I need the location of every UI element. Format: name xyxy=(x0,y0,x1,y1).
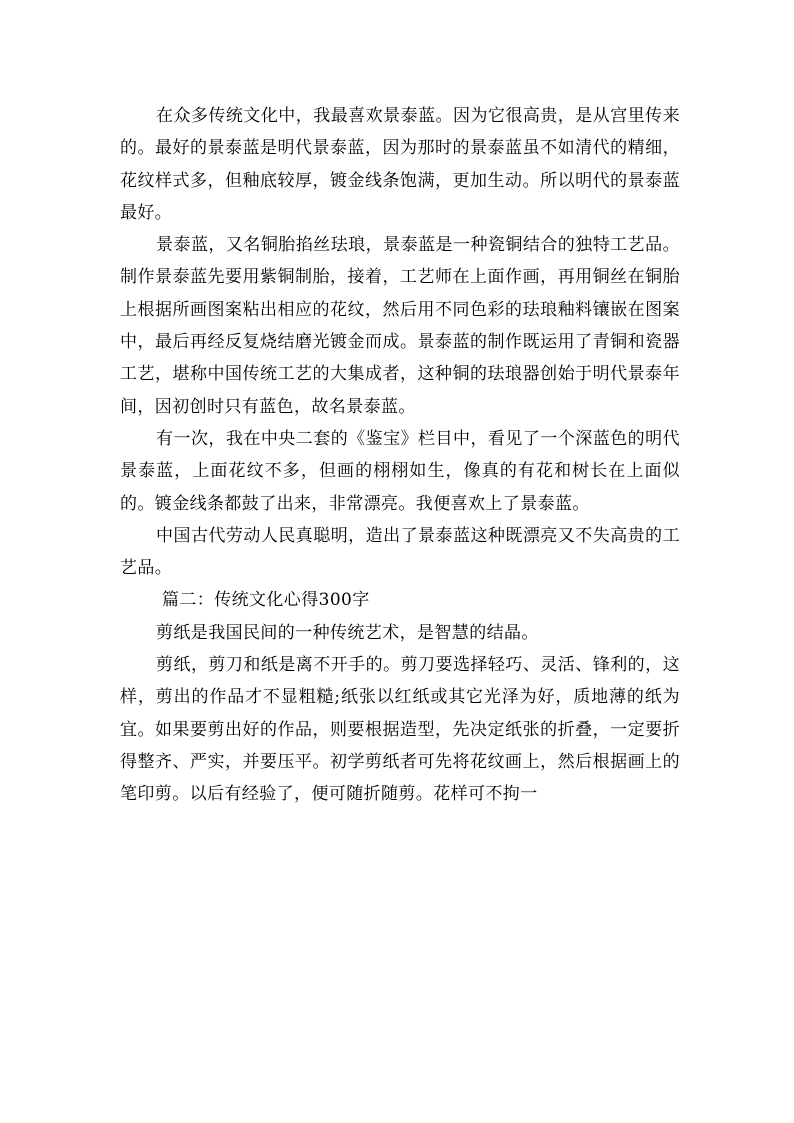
paragraph-papercut-tools: 剪纸，剪刀和纸是离不开手的。剪刀要选择轻巧、灵活、锋利的，这样，剪出的作品才不显粗糙;纸张以红纸或其它光泽为好，质地薄的纸为宜。如果要剪出好的作品，则要根据造型，先决定纸张的折叠，一定要折得整齐、严实，并要压平。初学剪纸者可先将花纹画上，然后根据画上的笔印剪。以后有经验了，便可随折随剪。花样可不拘一 xyxy=(120,655,680,805)
paragraph-conclusion: 中国古代劳动人民真聪明，造出了景泰蓝这种既漂亮又不失高贵的工艺品。 xyxy=(120,525,680,579)
paragraph-papercut-intro: 剪纸是我国民间的一种传统艺术，是智慧的结晶。 xyxy=(156,622,539,643)
section-heading: 篇二：传统文化心得300字 xyxy=(162,590,370,611)
paragraph-favorite-cloisonne: 在众多传统文化中，我最喜欢景泰蓝。因为它很高贵，是从宫里传来的。最好的景泰蓝是明代景泰蓝，因为那时的景泰蓝虽不如清代的精细，花纹样式多，但釉底较厚，镀金线条饱满，更加生动。所以明代的景泰蓝最好。 xyxy=(120,106,680,223)
paragraph-cloisonne-craft: 景泰蓝，又名铜胎掐丝珐琅，景泰蓝是一种瓷铜结合的独特工艺品。制作景泰蓝先要用紫铜制胎，接着，工艺师在上面作画，再用铜丝在铜胎上根据所画图案粘出相应的花纹，然后用不同色彩的珐琅釉料镶嵌在图案中，最后再经反复烧结磨光镀金而成。景泰蓝的制作既运用了青铜和瓷器工艺，堪称中国传统工艺的大集成者，这种铜的珐琅器创始于明代景泰年间，因初创时只有蓝色，故名景泰蓝。 xyxy=(120,235,680,417)
document-body xyxy=(120,100,680,811)
paragraph-tv-program: 有一次，我在中央二套的《鉴宝》栏目中，看见了一个深蓝色的明代景泰蓝，上面花纹不多，但画的栩栩如生，像真的有花和树长在上面似的。镀金线条都鼓了出来，非常漂亮。我便喜欢上了景泰蓝。 xyxy=(120,428,680,514)
